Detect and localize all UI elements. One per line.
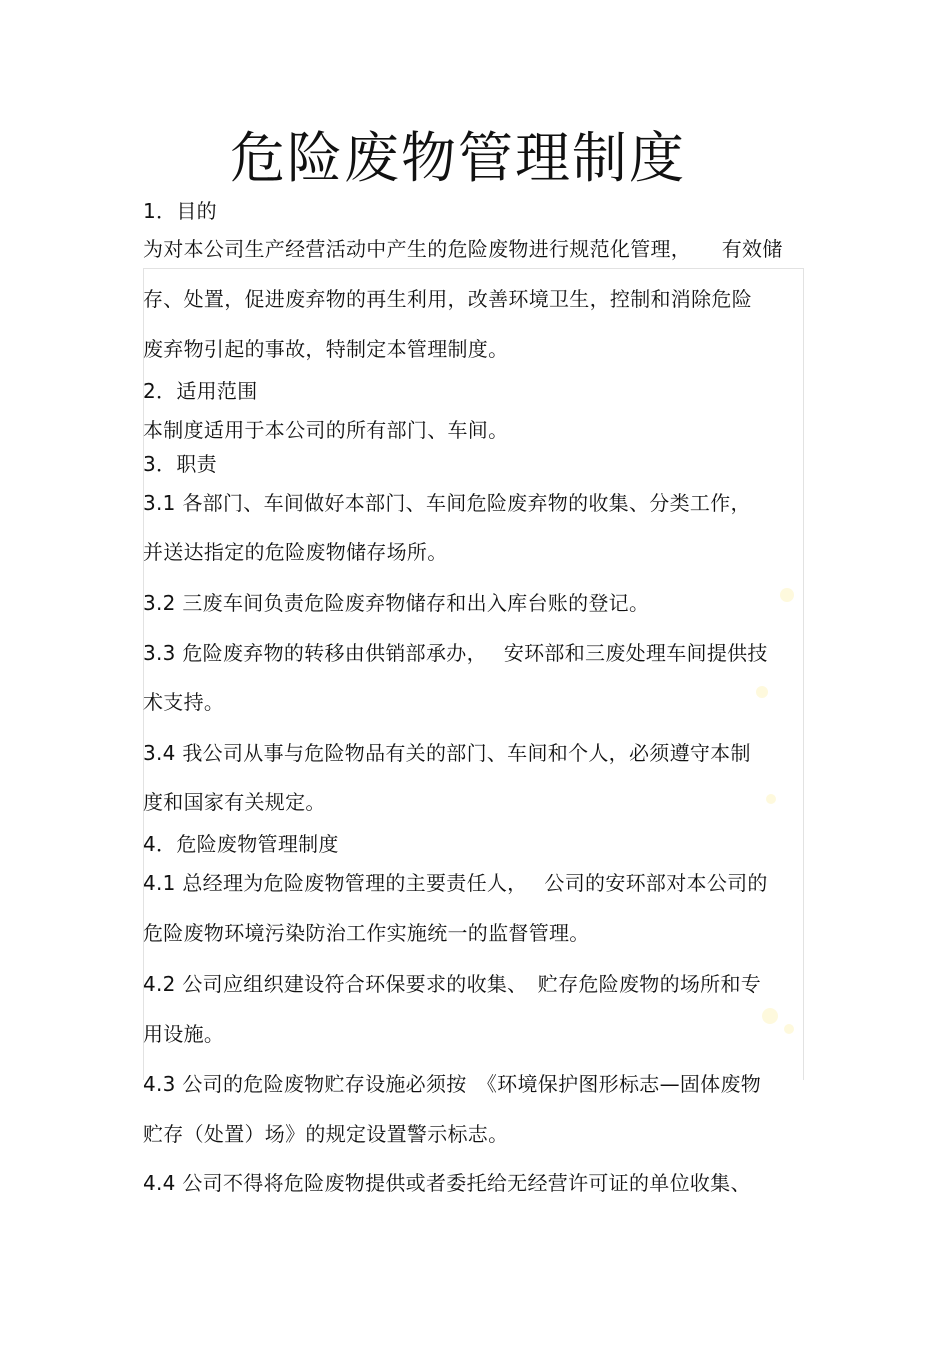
paragraph-line: 3.1 各部门、车间做好本部门、车间危险废弃物的收集、分类工作， [143, 491, 751, 515]
section-heading-management: 4．危险废物管理制度 [143, 832, 339, 856]
paragraph-line: 存、处置，促进废弃物的再生利用，改善环境卫生，控制和消除危险 [143, 287, 752, 311]
paragraph-line: 4.4 公司不得将危险废物提供或者委托给无经营许可证的单位收集、 [143, 1171, 751, 1195]
paragraph-line: 3.3 危险废弃物的转移由供销部承办， 安环部和三废处理车间提供技 [143, 641, 768, 665]
paragraph-line: 本制度适用于本公司的所有部门、车间。 [143, 418, 509, 442]
paragraph-line: 危险废物环境污染防治工作实施统一的监督管理。 [143, 921, 590, 945]
paragraph-line: 4.1 总经理为危险废物管理的主要责任人， 公司的安环部对本公司的 [143, 871, 768, 895]
document-title: 危险废物管理制度 [229, 126, 686, 190]
scan-speck [766, 794, 776, 804]
scan-speck [756, 686, 768, 698]
scan-speck [784, 1024, 794, 1034]
paragraph-line: 4.2 公司应组织建设符合环保要求的收集、 贮存危险废物的场所和专 [143, 972, 762, 996]
paragraph-line: 为对本公司生产经营活动中产生的危险废物进行规范化管理， 有效储 [143, 237, 783, 261]
paragraph-line: 3.2 三废车间负责危险废弃物储存和出入库台账的登记。 [143, 591, 650, 615]
paragraph-line: 术支持。 [143, 690, 225, 714]
paragraph-line: 3.4 我公司从事与危险物品有关的部门、车间和个人，必须遵守本制 [143, 741, 751, 765]
paragraph-line: 废弃物引起的事故，特制定本管理制度。 [143, 337, 509, 361]
scan-speck [780, 588, 794, 602]
paragraph-line: 贮存（处置）场》的规定设置警示标志。 [143, 1122, 509, 1146]
paragraph-line: 并送达指定的危险废物储存场所。 [143, 540, 448, 564]
scan-border-top [143, 268, 804, 269]
scan-speck [762, 1008, 778, 1024]
scan-border-right [803, 268, 804, 1080]
section-heading-purpose: 1．目的 [143, 199, 217, 223]
paragraph-line: 度和国家有关规定。 [143, 790, 326, 814]
section-heading-scope: 2．适用范围 [143, 379, 258, 403]
section-heading-duties: 3．职责 [143, 452, 217, 476]
paragraph-line: 4.3 公司的危险废物贮存设施必须按 《环境保护图形标志—固体废物 [143, 1072, 762, 1096]
paragraph-line: 用设施。 [143, 1022, 225, 1046]
